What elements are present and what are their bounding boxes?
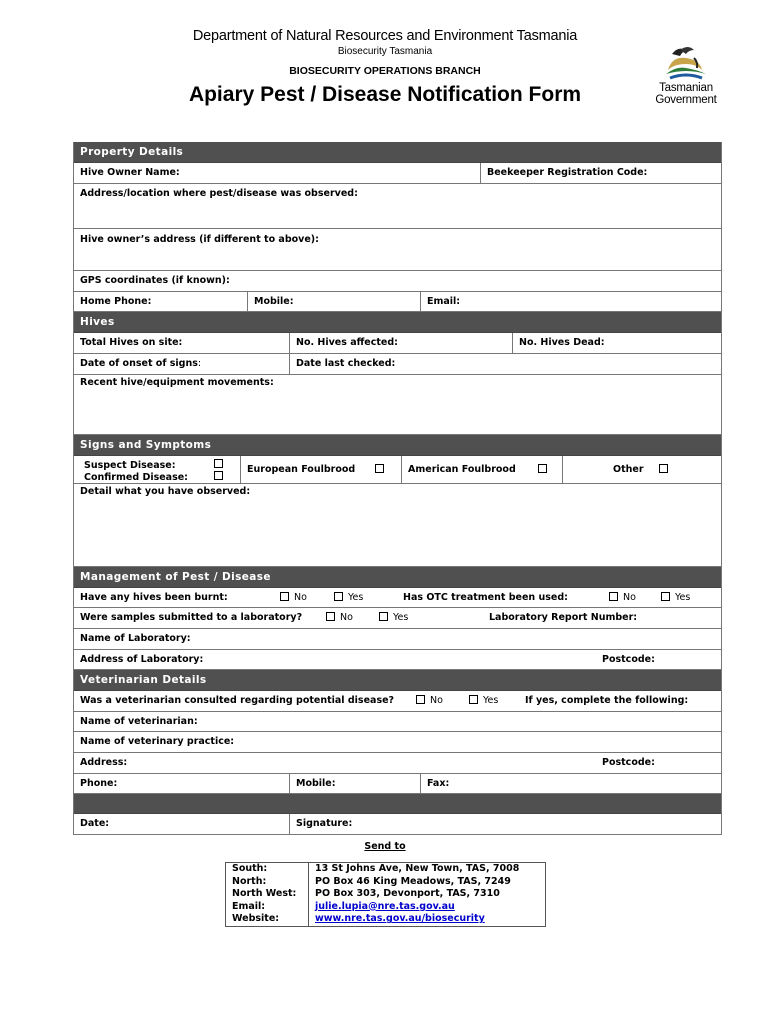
field-label-colon: : xyxy=(197,358,202,369)
mobile-field[interactable] xyxy=(247,292,420,311)
burnt-yes-checkbox[interactable] xyxy=(334,592,343,601)
efb-label: European Foulbrood xyxy=(247,464,356,475)
row-owner xyxy=(74,163,721,184)
logo-text xyxy=(650,82,722,106)
section-title: Veterinarian Details xyxy=(80,674,207,686)
vet-no-checkbox[interactable] xyxy=(416,695,425,704)
address-value: PO Box 303, Devonport, TAS, 7310 xyxy=(315,888,500,900)
vet-fax-field[interactable] xyxy=(420,774,721,793)
section-management xyxy=(74,567,721,588)
field-label: Date last checked: xyxy=(296,358,396,369)
page-title: Apiary Pest / Disease Notification Form xyxy=(188,83,582,106)
burnt-label: Have any hives been burnt: xyxy=(80,592,228,603)
field-label: Recent hive/equipment movements: xyxy=(80,377,274,388)
otc-yes-label: Yes xyxy=(675,592,691,603)
afb-option xyxy=(401,456,562,483)
efb-checkbox[interactable] xyxy=(375,464,384,473)
address-value: PO Box 46 King Meadows, TAS, 7249 xyxy=(315,875,511,887)
confirmed-label: Confirmed Disease: xyxy=(84,471,188,483)
otc-no-checkbox[interactable] xyxy=(609,592,618,601)
subdepartment-name: Biosecurity Tasmania xyxy=(337,46,433,57)
date-field[interactable] xyxy=(74,814,289,834)
afb-checkbox[interactable] xyxy=(538,464,547,473)
confirmed-checkbox[interactable] xyxy=(214,471,223,480)
field-label: Home Phone: xyxy=(80,296,152,307)
row-contact xyxy=(74,292,721,312)
row-vet-phones xyxy=(74,774,721,794)
otc-yes-checkbox[interactable] xyxy=(661,592,670,601)
burnt-no-label: No xyxy=(294,592,307,603)
department-name: Department of Natural Resources and Environment Tasmania xyxy=(192,28,578,44)
other-checkbox[interactable] xyxy=(659,464,668,473)
field-label: Date of onset of signs xyxy=(80,358,198,369)
field-label: Hive Owner Name: xyxy=(80,167,180,178)
field-label: Name of Laboratory: xyxy=(80,633,191,644)
vet-if-yes-label: If yes, complete the following: xyxy=(525,695,689,706)
send-to-address-table xyxy=(225,862,546,927)
address-row-email xyxy=(226,901,545,914)
vet-no-label: No xyxy=(430,695,443,706)
address-key: North West: xyxy=(226,888,309,901)
email-field[interactable] xyxy=(420,292,721,311)
samples-yes-label: Yes xyxy=(393,612,409,623)
section-hives xyxy=(74,312,721,333)
lab-postcode-label: Postcode: xyxy=(602,654,655,665)
logo-text-line1: Tasmanian xyxy=(659,82,713,94)
section-veterinarian xyxy=(74,670,721,691)
field-label: Name of veterinary practice: xyxy=(80,736,235,747)
address-value: 13 St Johns Ave, New Town, TAS, 7008 xyxy=(315,863,520,874)
field-label: Address: xyxy=(80,757,128,768)
address-key: North: xyxy=(226,876,309,889)
notification-form xyxy=(73,142,722,835)
vet-postcode-label: Postcode: xyxy=(602,757,655,768)
samples-label: Were samples submitted to a laboratory? xyxy=(80,612,303,623)
last-checked-field[interactable] xyxy=(289,354,721,374)
field-label: Mobile: xyxy=(296,778,336,789)
field-label: Name of veterinarian: xyxy=(80,716,198,727)
beekeeper-code-field[interactable] xyxy=(480,163,721,183)
vet-consulted-label: Was a veterinarian consulted regarding potential disease? xyxy=(80,695,395,706)
owner-address-field[interactable] xyxy=(74,229,721,271)
field-label: No. Hives Dead: xyxy=(519,337,605,348)
address-row-website xyxy=(226,913,545,926)
other-option xyxy=(562,456,721,483)
address-observed-field[interactable] xyxy=(74,184,721,229)
suspect-confirmed-group xyxy=(74,456,240,483)
field-label: Address of Laboratory: xyxy=(80,654,204,665)
address-row-north xyxy=(226,876,545,889)
signature-field[interactable] xyxy=(289,814,721,834)
row-hive-counts xyxy=(74,333,721,354)
field-label: Detail what you have observed: xyxy=(80,486,251,497)
tasmanian-government-logo xyxy=(650,44,722,110)
section-title: Management of Pest / Disease xyxy=(80,571,271,583)
field-label: Fax: xyxy=(427,778,450,789)
other-label: Other xyxy=(613,464,644,475)
field-label: Hive owner’s address (if different to above): xyxy=(80,234,319,245)
row-burnt-otc xyxy=(74,588,721,608)
tasmanian-tiger-emblem-icon xyxy=(650,44,722,84)
vet-practice-field[interactable] xyxy=(74,732,721,753)
field-label: Email: xyxy=(427,296,461,307)
row-vet-consulted xyxy=(74,691,721,712)
lab-address-field[interactable] xyxy=(74,650,721,670)
home-phone-field[interactable] xyxy=(74,292,247,311)
samples-yes-checkbox[interactable] xyxy=(379,612,388,621)
section-title: Signs and Symptoms xyxy=(80,439,212,451)
hives-affected-field[interactable] xyxy=(289,333,512,353)
section-blank-band xyxy=(74,794,721,814)
field-label: Address/location where pest/disease was observed: xyxy=(80,188,358,199)
row-signoff xyxy=(74,814,721,835)
address-key: South: xyxy=(226,863,309,876)
suspect-checkbox[interactable] xyxy=(214,459,223,468)
hive-owner-name-field[interactable] xyxy=(74,163,480,183)
efb-option xyxy=(240,456,401,483)
gps-field[interactable] xyxy=(74,271,721,292)
row-samples xyxy=(74,608,721,629)
address-row-north-west xyxy=(226,888,545,901)
field-label: Date: xyxy=(80,818,110,829)
field-label: Phone: xyxy=(80,778,118,789)
burnt-no-checkbox[interactable] xyxy=(280,592,289,601)
otc-no-label: No xyxy=(623,592,636,603)
website-link[interactable]: www.nre.tas.gov.au/biosecurity xyxy=(315,913,485,925)
suspect-label: Suspect Disease: xyxy=(84,460,176,471)
lab-name-field[interactable] xyxy=(74,629,721,650)
samples-no-label: No xyxy=(340,612,353,623)
address-row-south xyxy=(226,863,545,876)
vet-yes-label: Yes xyxy=(483,695,499,706)
observed-detail-field[interactable] xyxy=(74,484,721,567)
movements-field[interactable] xyxy=(74,375,721,435)
hives-dead-field[interactable] xyxy=(512,333,721,353)
vet-address-field[interactable] xyxy=(74,753,721,774)
send-to-heading: Send to xyxy=(364,841,406,852)
branch-name: BIOSECURITY OPERATIONS BRANCH xyxy=(289,65,481,77)
vet-phone-field[interactable] xyxy=(74,774,289,793)
otc-label: Has OTC treatment been used: xyxy=(403,592,568,603)
row-disease-type xyxy=(74,456,721,484)
vet-mobile-field[interactable] xyxy=(289,774,420,793)
afb-label: American Foulbrood xyxy=(408,464,516,475)
row-dates xyxy=(74,354,721,375)
lab-report-label: Laboratory Report Number: xyxy=(489,612,638,623)
section-title: Hives xyxy=(80,316,115,328)
samples-no-checkbox[interactable] xyxy=(326,612,335,621)
field-label: Signature: xyxy=(296,818,353,829)
section-property-details xyxy=(74,142,721,163)
logo-text-line2: Government xyxy=(655,94,717,106)
email-link[interactable]: julie.lupia@nre.tas.gov.au xyxy=(315,900,455,912)
burnt-yes-label: Yes xyxy=(348,592,364,603)
vet-yes-checkbox[interactable] xyxy=(469,695,478,704)
address-key: Website: xyxy=(226,913,309,926)
section-title: Property Details xyxy=(80,146,184,158)
field-label: GPS coordinates (if known): xyxy=(80,275,230,286)
field-label: Total Hives on site: xyxy=(80,337,183,348)
address-key: Email: xyxy=(226,901,309,914)
section-signs-symptoms xyxy=(74,435,721,456)
field-label: No. Hives affected: xyxy=(296,337,398,348)
vet-name-field[interactable] xyxy=(74,712,721,732)
field-label: Beekeeper Registration Code: xyxy=(487,167,648,178)
onset-date-field[interactable] xyxy=(74,354,289,374)
field-label: Mobile: xyxy=(254,296,294,307)
total-hives-field[interactable] xyxy=(74,333,289,353)
